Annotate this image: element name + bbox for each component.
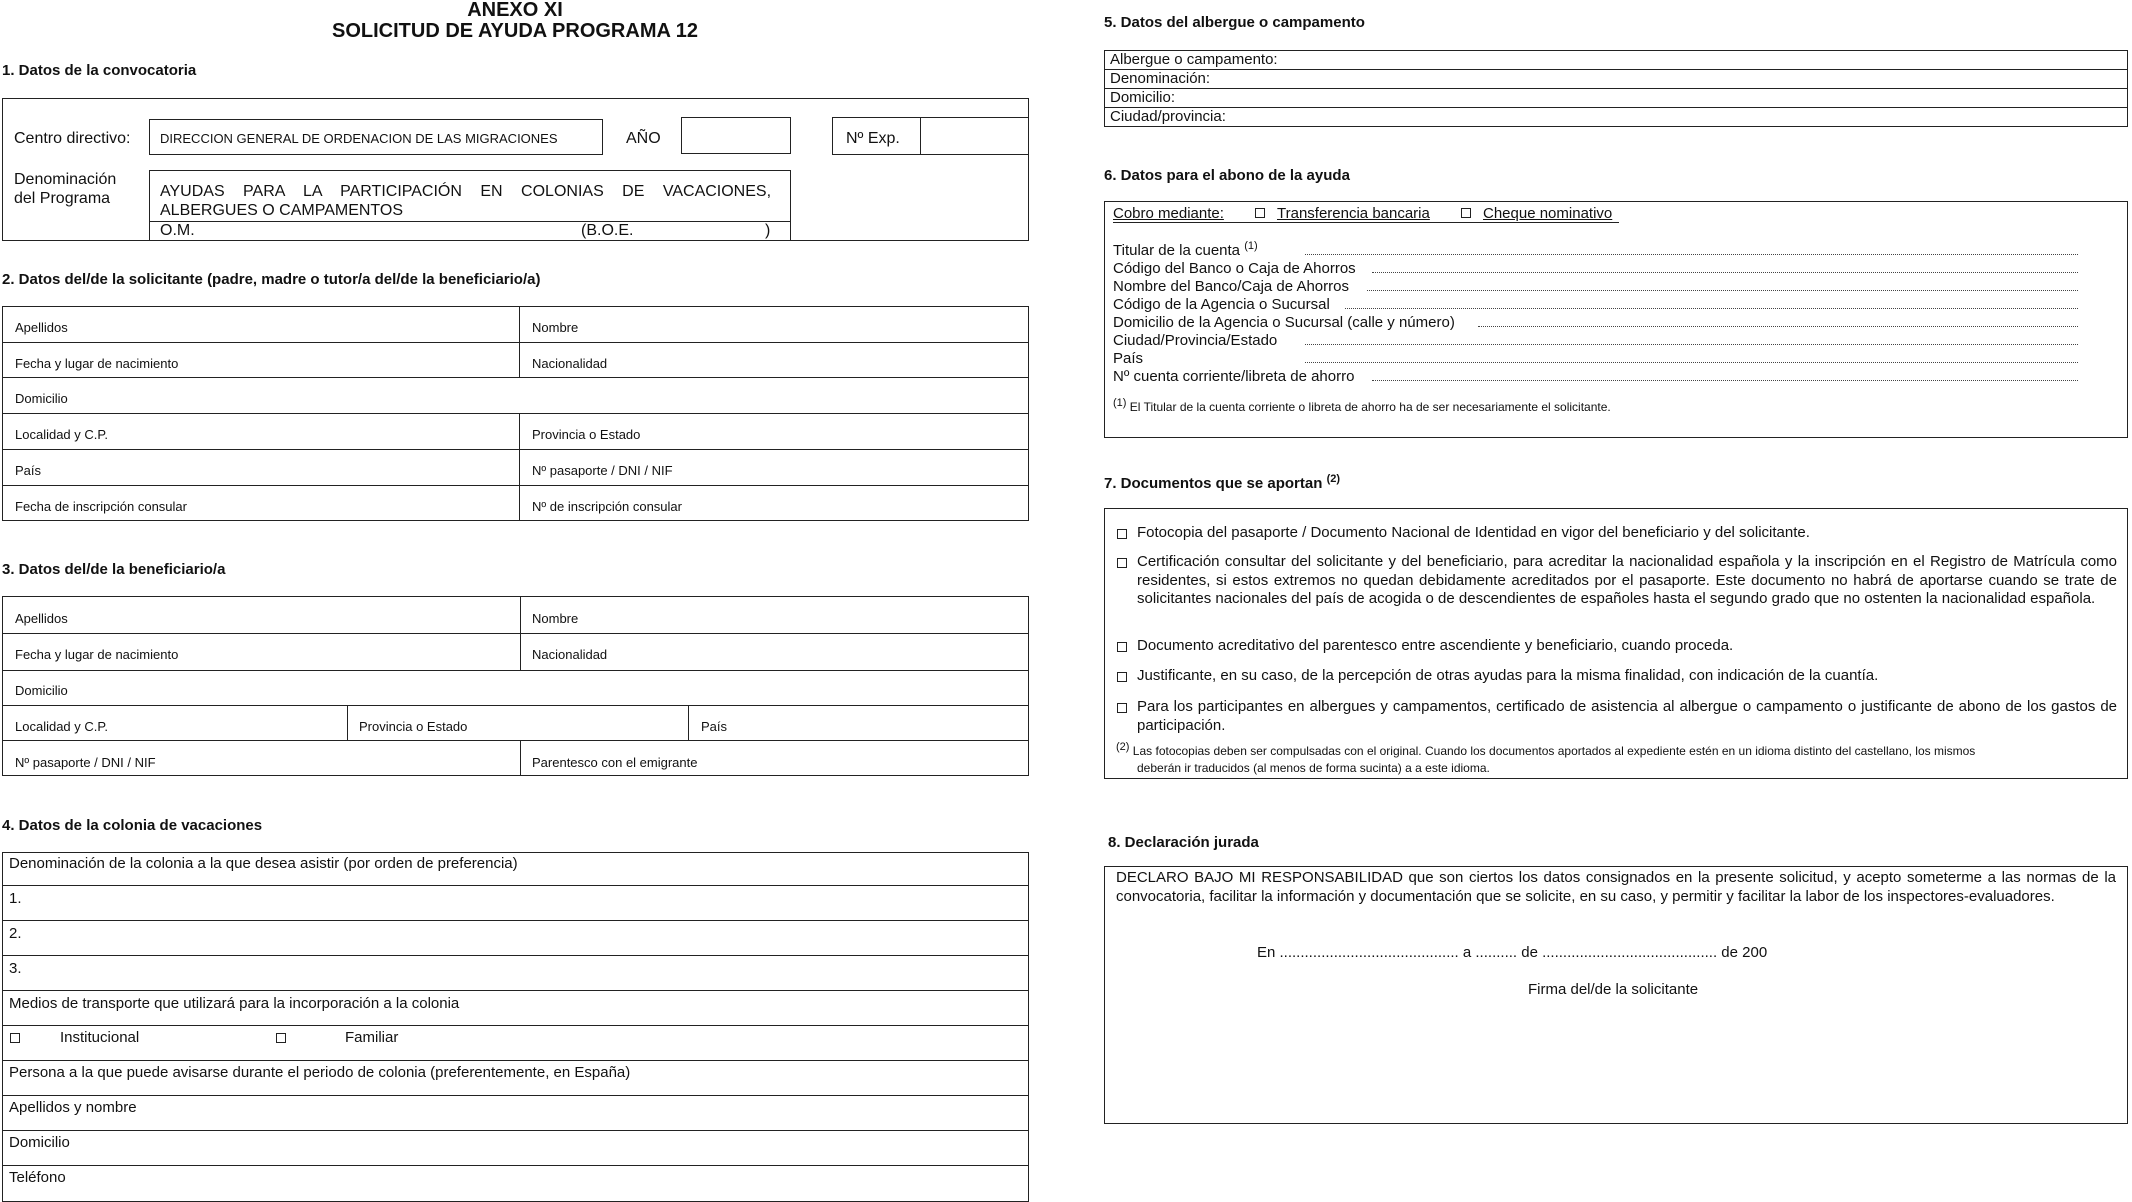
doc4-label: Justificante, en su caso, de la percepción de otras ayudas para la misma finalidad, con indicación de la cuantía. — [1137, 667, 1879, 684]
nombre-banco-input[interactable] — [1367, 290, 2078, 291]
section-6-heading: 6. Datos para el abono de la ayuda — [1104, 167, 1350, 184]
col-divider — [519, 413, 520, 521]
row-divider — [2, 413, 1029, 414]
transporte-label: Medios de transporte que utilizará para la incorporación a la colonia — [9, 995, 460, 1012]
s3-parentesco[interactable]: Parentesco con el emigrante — [532, 755, 698, 770]
boe-close: ) — [765, 222, 771, 239]
doc5-label: Para los participantes en albergues y campamentos, certificado de asistencia al albergue o campamento o justificante de abono de los gastos de participación. — [1137, 698, 2117, 734]
s3-pais[interactable]: País — [701, 719, 728, 734]
s6-footnote-mark: (1) — [1113, 397, 1127, 409]
titular-label — [1113, 242, 1258, 259]
s3-nombre[interactable]: Nombre — [532, 611, 579, 626]
row-divider — [1104, 107, 2128, 108]
section-5-heading: 5. Datos del albergue o campamento — [1104, 14, 1365, 31]
titular-note-mark: (1) — [1244, 240, 1258, 252]
col-divider — [519, 306, 520, 377]
doc3-checkbox[interactable] — [1117, 642, 1127, 652]
section-3-heading: 3. Datos del/de la beneficiario/a — [2, 561, 226, 578]
codigo-banco-input[interactable] — [1372, 272, 2078, 273]
colonia-option-1[interactable]: 1. — [9, 890, 22, 907]
row-divider — [2, 1130, 1029, 1131]
albergue-denominacion-field[interactable]: Denominación: — [1110, 70, 1211, 87]
doc4-checkbox[interactable] — [1117, 672, 1127, 682]
familiar-label: Familiar — [345, 1029, 399, 1046]
col-divider — [520, 740, 521, 776]
centro-directivo-label: Centro directivo: — [14, 130, 131, 147]
s6-footnote-text: El Titular de la cuenta corriente o libreta de ahorro ha de ser necesariamente el solicitante. — [1129, 400, 1611, 414]
doc1-label: Fotocopia del pasaporte / Documento Nacional de Identidad en vigor del beneficiario y del solicitante. — [1137, 524, 1810, 541]
codigo-agencia-input[interactable] — [1345, 308, 2078, 309]
firma-label: Firma del/de la solicitante — [1528, 981, 1699, 998]
row-divider — [2, 1165, 1029, 1166]
row-divider — [2, 377, 1029, 378]
cobro-label: Cobro mediante: — [1113, 205, 1224, 222]
section-3-table — [2, 596, 1029, 776]
exp-field[interactable] — [921, 118, 1028, 154]
section-7-heading — [1104, 475, 1340, 492]
s2-fecha-nacimiento[interactable]: Fecha y lugar de nacimiento — [15, 356, 179, 371]
apellidos-nombre-field[interactable]: Apellidos y nombre — [9, 1099, 137, 1116]
cheque-label: Cheque nominativo — [1483, 205, 1613, 222]
row-divider — [2, 1025, 1029, 1026]
domicilio-agencia-label: Domicilio de la Agencia o Sucursal (calle y número) — [1113, 314, 1455, 331]
col-divider — [520, 596, 521, 670]
cheque-checkbox[interactable] — [1461, 208, 1471, 218]
institucional-checkbox[interactable] — [10, 1033, 20, 1043]
s7-footnote-text-1: Las fotocopias deben ser compulsadas con el original. Cuando los documentos aportados al expediente estén en un idioma distinto del castellano, los mismos — [1132, 744, 1976, 758]
om-line — [150, 221, 790, 222]
s7-footnote-line-1 — [1116, 741, 1976, 758]
anio-field[interactable] — [681, 117, 791, 154]
s2-domicilio[interactable]: Domicilio — [15, 391, 68, 406]
titular-text: Titular de la cuenta — [1113, 242, 1241, 259]
s3-nacionalidad[interactable]: Nacionalidad — [532, 647, 608, 662]
denominacion-value-1: AYUDAS PARA LA PARTICIPACIÓN EN COLONIAS DE VACACIONES, — [160, 183, 772, 200]
colonia-denominacion-label: Denominación de la colonia a la que desea asistir (por orden de preferencia) — [9, 855, 518, 872]
row-divider — [2, 342, 1029, 343]
col-divider — [688, 705, 689, 740]
cobro-underline — [1113, 222, 1619, 223]
titular-input[interactable] — [1305, 254, 2078, 255]
row-divider — [2, 885, 1029, 886]
s7-footnote-line-2: deberán ir traducidos (al menos de forma sucinta) a a este idioma. — [1137, 761, 1490, 775]
ciudad-label: Ciudad/Provincia/Estado — [1113, 332, 1278, 349]
row-divider — [2, 1095, 1029, 1096]
programa-label: del Programa — [14, 190, 111, 207]
row-divider — [2, 740, 1029, 741]
row-divider — [2, 705, 1029, 706]
s2-nombre[interactable]: Nombre — [532, 320, 579, 335]
colonia-option-3[interactable]: 3. — [9, 960, 22, 977]
row-divider — [1104, 69, 2128, 70]
s6-footnote — [1113, 397, 1611, 414]
section-4-table — [2, 852, 1029, 1202]
s3-domicilio[interactable]: Domicilio — [15, 683, 68, 698]
s2-fecha-inscripcion[interactable]: Fecha de inscripción consular — [15, 499, 187, 514]
doc5-checkbox[interactable] — [1117, 703, 1127, 713]
s2-pasaporte[interactable]: Nº pasaporte / DNI / NIF — [532, 463, 673, 478]
row-divider — [2, 990, 1029, 991]
row-divider — [2, 920, 1029, 921]
s3-localidad[interactable]: Localidad y C.P. — [15, 719, 108, 734]
codigo-banco-label: Código del Banco o Caja de Ahorros — [1113, 260, 1356, 277]
s2-localidad[interactable]: Localidad y C.P. — [15, 427, 108, 442]
doc2-label: Certificación consultar del solicitante y del beneficiario, para acreditar la nacionalidad española y la inscripción en el Registro de Matrícula como residentes, si estos extremos no quedan debidamente acreditados por el pasaporte. Este documento no habrá de aportarse cuando se trate de solicitantes nacionales del país de acogida o de descendientes de españoles hasta el segundo grado que no ostenten la nacionalidad española. — [1137, 553, 2117, 607]
albergue-domicilio-field[interactable]: Domicilio: — [1110, 89, 1176, 106]
doc1-checkbox[interactable] — [1117, 529, 1127, 539]
doc2-checkbox[interactable] — [1117, 558, 1127, 568]
transferencia-label: Transferencia bancaria — [1277, 205, 1430, 222]
cuenta-label: Nº cuenta corriente/libreta de ahorro — [1113, 368, 1355, 385]
domicilio-agencia-input[interactable] — [1478, 326, 2078, 327]
codigo-agencia-label: Código de la Agencia o Sucursal — [1113, 296, 1330, 313]
albergue-field[interactable]: Albergue o campamento: — [1110, 51, 1278, 68]
row-divider — [1104, 88, 2128, 89]
s2-provincia[interactable]: Provincia o Estado — [532, 427, 641, 442]
row-divider — [2, 449, 1029, 450]
row-divider — [2, 1060, 1029, 1061]
anio-label: AÑO — [626, 130, 661, 147]
pais-label: País — [1113, 350, 1144, 367]
s2-apellidos[interactable]: Apellidos — [15, 320, 68, 335]
section-8-heading: 8. Declaración jurada — [1108, 834, 1259, 851]
doc3-label: Documento acreditativo del parentesco entre ascendiente y beneficiario, cuando proceda. — [1137, 637, 1734, 654]
row-divider — [2, 955, 1029, 956]
form-title: SOLICITUD DE AYUDA PROGRAMA 12 — [332, 20, 698, 42]
ciudad-input[interactable] — [1305, 344, 2078, 345]
nombre-banco-label: Nombre del Banco/Caja de Ahorros — [1113, 278, 1349, 295]
colonia-option-2[interactable]: 2. — [9, 925, 22, 942]
exp-label: Nº Exp. — [846, 130, 900, 147]
section-7-heading-text: 7. Documentos que se aportan — [1104, 475, 1323, 492]
familiar-checkbox[interactable] — [276, 1033, 286, 1043]
persona-aviso-label: Persona a la que puede avisarse durante el periodo de colonia (preferentemente, en España) — [9, 1064, 631, 1081]
s3-apellidos[interactable]: Apellidos — [15, 611, 68, 626]
row-divider — [2, 633, 1029, 634]
transferencia-checkbox[interactable] — [1255, 208, 1265, 218]
albergue-ciudad-field[interactable]: Ciudad/provincia: — [1110, 108, 1226, 125]
section-7-heading-mark: (2) — [1326, 473, 1341, 485]
pais-input[interactable] — [1305, 362, 2078, 363]
section-4-heading: 4. Datos de la colonia de vacaciones — [2, 817, 263, 834]
centro-directivo-value: DIRECCION GENERAL DE ORDENACION DE LAS MIGRACIONES — [160, 131, 558, 146]
telefono-field[interactable]: Teléfono — [9, 1169, 66, 1186]
annex-label: ANEXO XI — [467, 0, 563, 21]
institucional-label: Institucional — [60, 1029, 140, 1046]
row-divider — [2, 485, 1029, 486]
lugar-fecha-line[interactable]: En ........................................... a .......... de .......................................... de 200 — [1257, 944, 1768, 961]
s2-num-inscripcion[interactable]: Nº de inscripción consular — [532, 499, 682, 514]
cuenta-input[interactable] — [1372, 380, 2078, 381]
col-divider — [347, 705, 348, 740]
row-divider — [2, 670, 1029, 671]
om-label: O.M. — [160, 222, 195, 239]
s3-fecha-nacimiento[interactable]: Fecha y lugar de nacimiento — [15, 647, 179, 662]
section-1-heading: 1. Datos de la convocatoria — [2, 62, 197, 79]
colonia-domicilio-field[interactable]: Domicilio — [9, 1134, 70, 1151]
denominacion-label: Denominación — [14, 171, 117, 188]
s3-provincia[interactable]: Provincia o Estado — [359, 719, 468, 734]
s2-nacionalidad[interactable]: Nacionalidad — [532, 356, 608, 371]
declaracion-text: DECLARO BAJO MI RESPONSABILIDAD que son ciertos los datos consignados en la presente solicitud, y acepto someterme a las normas de la convocatoria, facilitar la información y documentación que se solicite, en su caso, y permitir y facilitar la labor de los inspectores-evaluadores. — [1116, 869, 2116, 905]
s2-pais[interactable]: País — [15, 463, 42, 478]
s3-pasaporte[interactable]: Nº pasaporte / DNI / NIF — [15, 755, 156, 770]
s7-footnote-mark: (2) — [1116, 741, 1130, 753]
boe-label: (B.O.E. — [581, 222, 634, 239]
denominacion-value-2: ALBERGUES O CAMPAMENTOS — [160, 202, 404, 219]
section-2-heading: 2. Datos del/de la solicitante (padre, madre o tutor/a del/de la beneficiario/a) — [2, 271, 541, 288]
